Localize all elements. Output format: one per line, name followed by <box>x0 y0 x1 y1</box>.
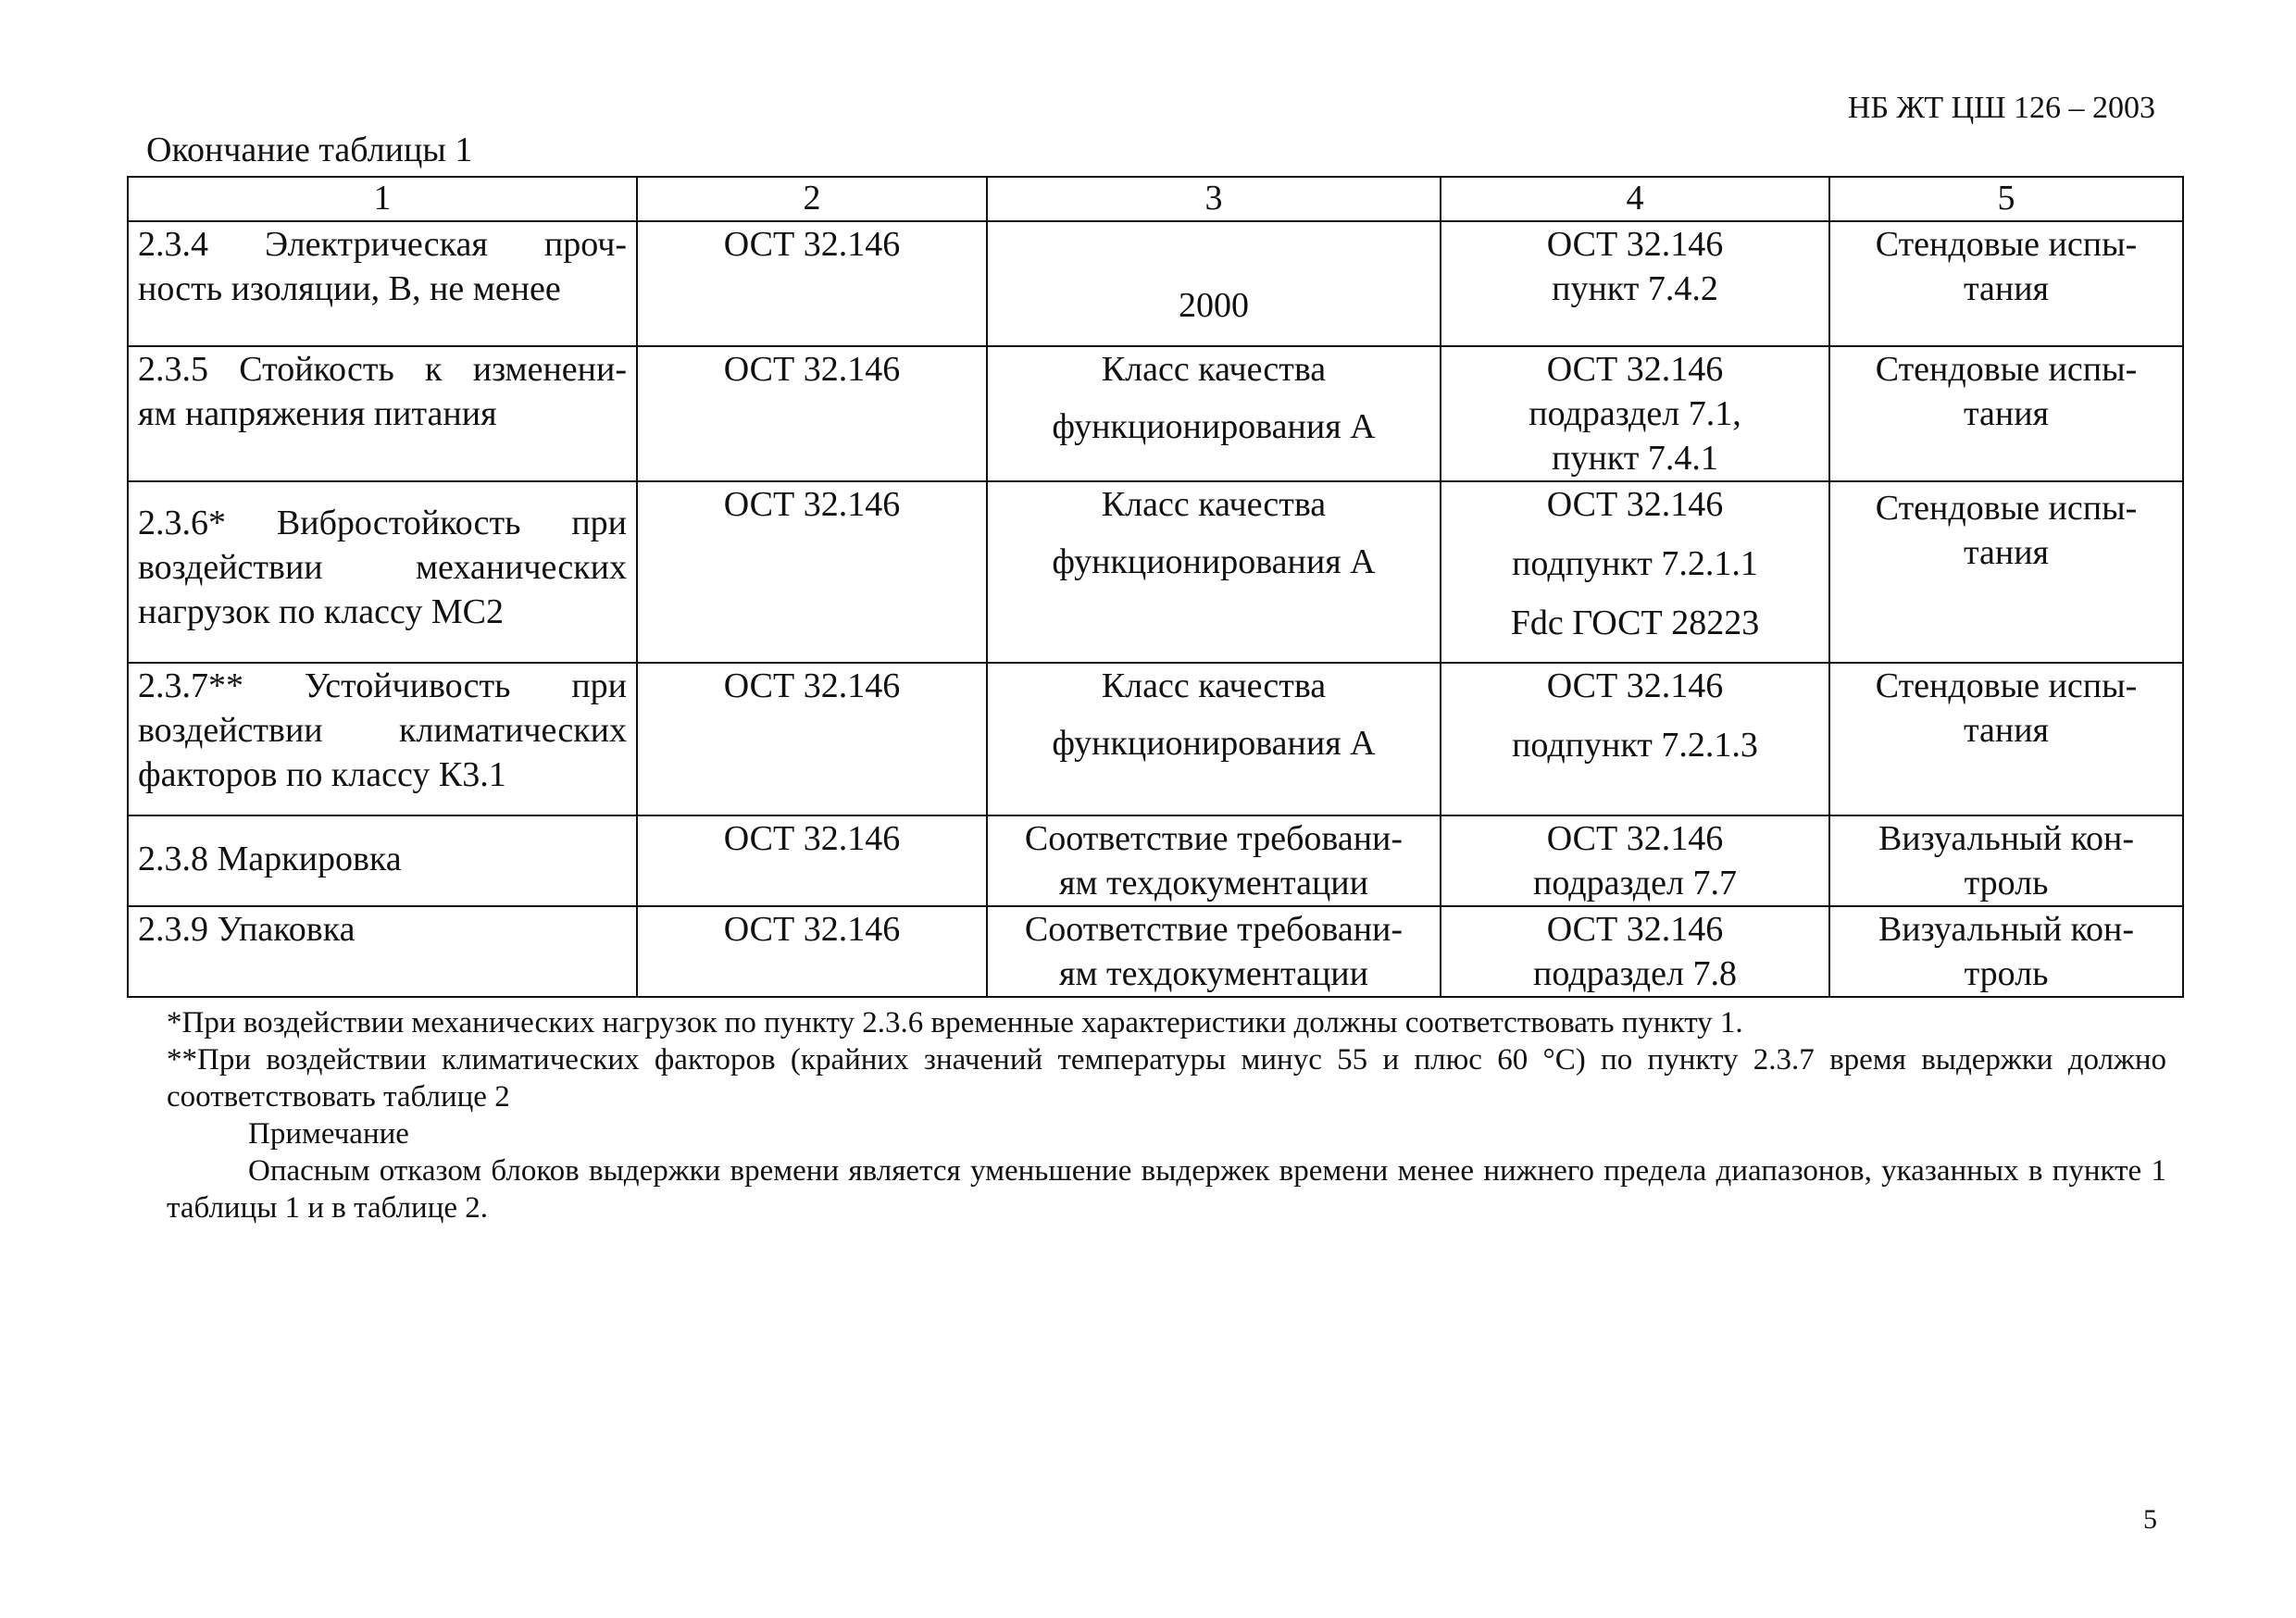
cell-text: троль <box>1964 864 2049 902</box>
cell-text: ность изоляции, В, не менее <box>138 269 561 308</box>
footnotes <box>167 1004 2166 1226</box>
cell-text: ОСТ 32.146 <box>1546 666 1724 705</box>
row-method-cell <box>1441 481 1829 663</box>
document-code: НБ ЖТ ЦШ 126 – 2003 <box>1847 91 2155 125</box>
row-test-type-cell <box>1829 481 2183 663</box>
cell-text: факторов по классу К3.1 <box>138 755 506 794</box>
row-method-cell <box>1441 346 1829 481</box>
cell-text: Стендовые испы- <box>1875 350 2138 389</box>
row-test-type-cell <box>1829 906 2183 997</box>
column-header-4: 4 <box>1441 177 1829 221</box>
cell-text: 2.3.7** Устойчивость при <box>138 666 627 705</box>
row-standard-cell <box>637 481 987 663</box>
cell-text: Класс качества <box>1101 350 1327 389</box>
table-row <box>128 815 2183 906</box>
cell-text: ям техдокументации <box>1059 864 1368 902</box>
cell-text: тания <box>1963 394 2050 433</box>
row-standard-cell <box>637 346 987 481</box>
row-value-cell <box>987 815 1441 906</box>
cell-text: ОСТ 32.146 <box>723 910 901 949</box>
cell-text: Класс качества <box>1101 666 1327 705</box>
cell-text: 2.3.5 Стойкость к изменени- <box>138 350 627 389</box>
note-title: Примечание <box>248 1117 409 1151</box>
cell-text: троль <box>1964 954 2049 993</box>
row-test-type-cell <box>1829 221 2183 346</box>
cell-text: ОСТ 32.146 <box>1546 819 1724 858</box>
cell-text: ОСТ 32.146 <box>1546 350 1724 389</box>
cell-text: функционирования А <box>1052 407 1376 446</box>
row-test-type-cell <box>1829 346 2183 481</box>
row-method-cell <box>1441 815 1829 906</box>
cell-text: воздействии механических <box>138 548 627 587</box>
column-header-2: 2 <box>637 177 987 221</box>
row-standard-cell <box>637 906 987 997</box>
cell-text: Визуальный кон- <box>1878 819 2135 858</box>
cell-text: воздействии климатических <box>138 711 627 750</box>
cell-text: Визуальный кон- <box>1878 910 2135 949</box>
cell-text: Fdc ГОСТ 28223 <box>1510 604 1760 642</box>
table-row <box>128 663 2183 815</box>
cell-text: Стендовые испы- <box>1875 666 2138 705</box>
cell-text: нагрузок по классу МС2 <box>138 592 505 631</box>
cell-text: ОСТ 32.146 <box>723 225 901 264</box>
cell-text: Стендовые испы- <box>1875 489 2138 528</box>
row-test-type-cell <box>1829 663 2183 815</box>
note-text: Опасным отказом блоков выдержки времени является уменьшение выдержек времени менее нижнего предела диапазонов, указанных в пункте 1 таблицы 1 и в таблице 2. <box>167 1154 2166 1225</box>
row-requirement-cell <box>128 663 637 815</box>
cell-text: ОСТ 32.146 <box>1546 910 1724 949</box>
cell-text: ям техдокументации <box>1059 954 1368 993</box>
row-standard-cell <box>637 663 987 815</box>
row-requirement-cell <box>128 346 637 481</box>
cell-text: тания <box>1963 711 2050 750</box>
row-requirement-cell <box>128 481 637 663</box>
table-row <box>128 221 2183 346</box>
row-method-cell <box>1441 906 1829 997</box>
row-value-cell <box>987 221 1441 346</box>
row-standard-cell <box>637 221 987 346</box>
cell-text: 2.3.8 Маркировка <box>138 840 402 878</box>
requirements-table <box>127 176 2184 998</box>
row-value-cell <box>987 481 1441 663</box>
cell-text: ОСТ 32.146 <box>723 666 901 705</box>
table-row <box>128 346 2183 481</box>
cell-text: пункт 7.4.1 <box>1552 439 1718 478</box>
row-value-cell <box>987 346 1441 481</box>
row-value-cell <box>987 663 1441 815</box>
cell-text: 2.3.9 Упаковка <box>138 910 356 949</box>
table-row <box>128 481 2183 663</box>
table-row <box>128 906 2183 997</box>
cell-text: подраздел 7.1, <box>1529 394 1741 433</box>
cell-text: функционирования А <box>1052 542 1376 581</box>
row-method-cell <box>1441 663 1829 815</box>
cell-text: подпункт 7.2.1.1 <box>1512 544 1758 583</box>
row-test-type-cell <box>1829 815 2183 906</box>
cell-text: ОСТ 32.146 <box>723 350 901 389</box>
cell-text: подраздел 7.7 <box>1533 864 1737 902</box>
cell-text: ОСТ 32.146 <box>1546 485 1724 524</box>
row-method-cell <box>1441 221 1829 346</box>
table-caption: Окончание таблицы 1 <box>146 131 473 169</box>
footnote-1: *При воздействии механических нагрузок по пункту 2.3.6 временные характеристики должны соответствовать пункту 1. <box>167 1006 1743 1039</box>
row-requirement-cell <box>128 906 637 997</box>
cell-text: ОСТ 32.146 <box>723 819 901 858</box>
cell-text: тания <box>1963 533 2050 572</box>
cell-text: Стендовые испы- <box>1875 225 2138 264</box>
cell-text: 2.3.6* Вибростойкость при <box>138 504 627 542</box>
row-requirement-cell <box>128 815 637 906</box>
cell-text: 2.3.4 Электрическая проч- <box>138 225 627 264</box>
cell-text: тания <box>1963 269 2050 308</box>
cell-text: пункт 7.4.2 <box>1552 269 1718 308</box>
cell-text: 2000 <box>1179 286 1249 325</box>
column-header-3: 3 <box>987 177 1441 221</box>
column-header-5: 5 <box>1829 177 2183 221</box>
cell-text: подпункт 7.2.1.3 <box>1512 726 1758 765</box>
cell-text: ОСТ 32.146 <box>1546 225 1724 264</box>
page-number: 5 <box>2143 1504 2157 1535</box>
cell-text: ям напряжения питания <box>138 394 497 433</box>
table-header-row <box>128 177 2183 221</box>
cell-text: функционирования А <box>1052 724 1376 763</box>
column-header-1: 1 <box>128 177 637 221</box>
cell-text: ОСТ 32.146 <box>723 485 901 524</box>
row-requirement-cell <box>128 221 637 346</box>
row-value-cell <box>987 906 1441 997</box>
cell-text: Соответствие требовани- <box>1024 910 1404 949</box>
cell-text: Соответствие требовани- <box>1024 819 1404 858</box>
row-standard-cell <box>637 815 987 906</box>
cell-text: Класс качества <box>1101 485 1327 524</box>
cell-text: подраздел 7.8 <box>1533 954 1737 993</box>
footnote-2: **При воздействии климатических факторов (крайних значений температуры минус 55 и плюс 60 °С) по пункту 2.3.7 время выдержки должно соответствовать таблице 2 <box>167 1043 2166 1114</box>
